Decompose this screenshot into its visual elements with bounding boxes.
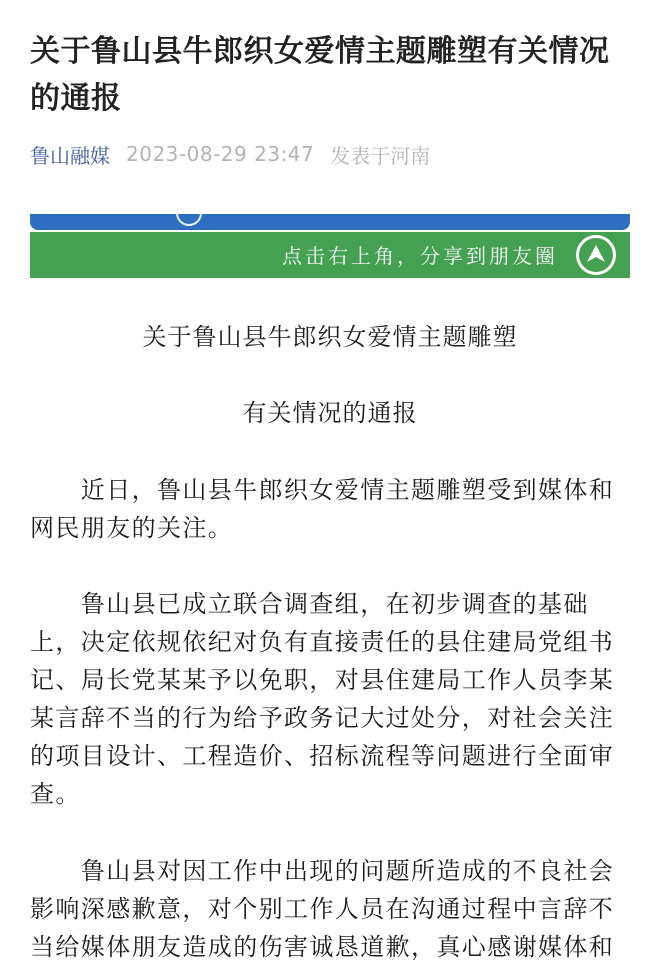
paragraph-line: 某言辞不当的行为给予政务记大过处分，对社会关注 [30,704,615,732]
share-arrow-icon [576,235,616,275]
notice-heading-line-1: 关于鲁山县牛郎织女爱情主题雕塑 [142,323,518,351]
article-title: 关于鲁山县牛郎织女爱情主题雕塑有关情况的通报 [30,34,610,116]
banner-top-strip [30,214,630,230]
paragraph-3 [30,852,630,966]
notice-heading-line-2: 有关情况的通报 [242,399,418,427]
share-banner-text: 点击右上角，分享到朋友圈 [282,244,558,268]
paragraph-line: 的项目设计、工程造价、招标流程等问题进行全面审 [30,742,615,770]
paragraph-line: 鲁山县已成立联合调查组，在初步调查的基础 [30,590,589,618]
paragraph-2 [30,585,630,813]
paragraph-line: 查。 [30,780,81,808]
share-banner-bar [30,232,630,278]
paragraph-line: 近日，鲁山县牛郎织女爱情主题雕塑受到媒体和 [30,476,615,504]
paragraph-line: 网民朋友的关注。 [30,514,234,542]
share-banner[interactable] [30,214,630,278]
publish-datetime: 2023-08-29 23:47 [126,142,315,166]
author-link[interactable]: 鲁山融媒 [30,143,110,168]
banner-strip-circle-icon [176,214,202,226]
paragraph-line: 当给媒体朋友造成的伤害诚恳道歉，真心感谢媒体和 [30,933,615,961]
publish-location: 发表于河南 [330,143,431,168]
article-meta [30,140,430,168]
paragraph-line: 影响深感歉意，对个别工作人员在沟通过程中言辞不 [30,895,615,923]
paragraph-line: 鲁山县对因工作中出现的问题所造成的不良社会 [30,857,615,885]
paragraph-line: 记、局长党某某予以免职，对县住建局工作人员李某 [30,666,615,694]
paragraph-1 [30,471,630,547]
paragraph-line: 上，决定依规依纪对负有直接责任的县住建局党组书 [30,628,615,656]
